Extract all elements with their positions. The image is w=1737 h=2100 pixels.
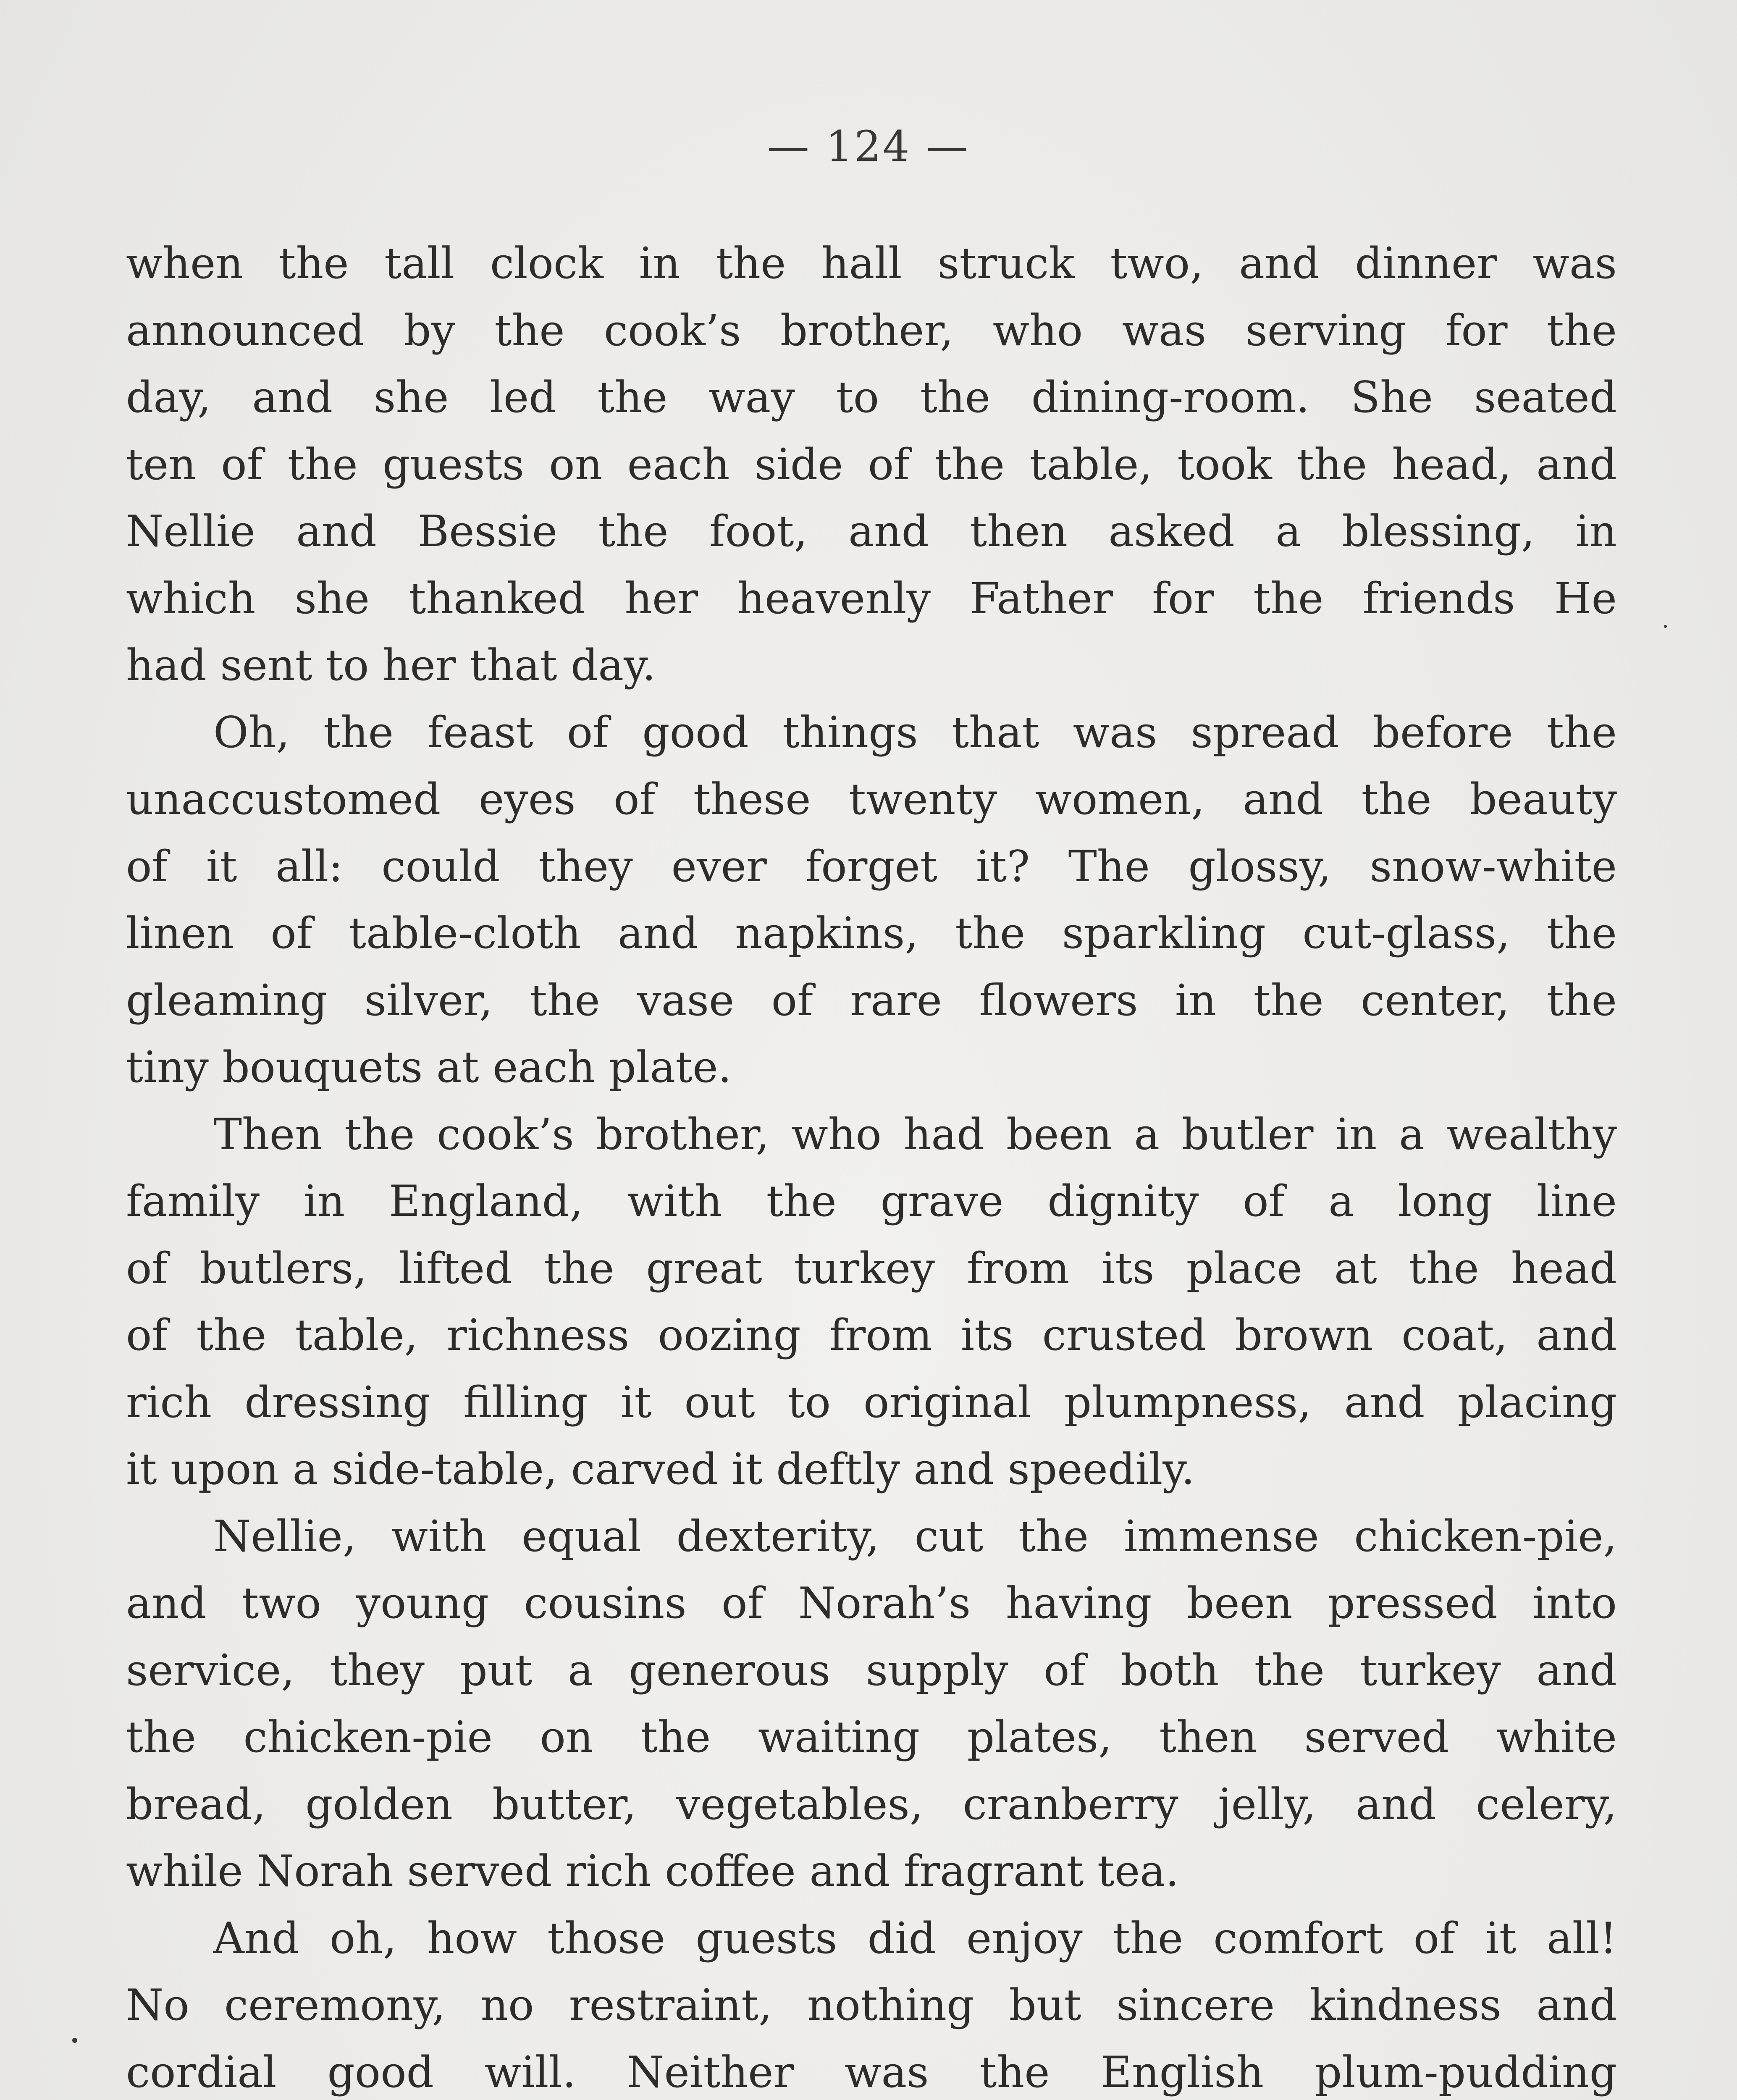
text-line: of butlers, lifted the great turkey from its place at the head — [126, 1243, 1617, 1294]
text-line: while Norah served rich coffee and fragrant tea. — [126, 1846, 1179, 1896]
text-line: bread, golden butter, vegetables, cranberry jelly, and celery, — [126, 1779, 1617, 1830]
text-line: and two young cousins of Norah’s having been pressed into — [126, 1578, 1617, 1628]
text-line: rich dressing filling it out to original plumpness, and placing — [126, 1377, 1617, 1428]
text-line: service, they put a generous supply of both the turkey and — [126, 1645, 1617, 1696]
text-line: when the tall clock in the hall struck two, and dinner was — [126, 239, 1617, 289]
text-line: No ceremony, no restraint, nothing but sincere kindness and — [126, 1980, 1617, 2030]
text-line: family in England, with the grave dignity of a long line — [126, 1176, 1617, 1226]
body-text — [126, 230, 1617, 2100]
text-line: Then the cook’s brother, who had been a butler in a wealthy — [213, 1109, 1617, 1160]
text-line: Nellie and Bessie the foot, and then asked a blessing, in — [126, 507, 1617, 556]
text-line: had sent to her that day. — [126, 640, 656, 690]
text-line: tiny bouquets at each plate. — [126, 1042, 732, 1092]
text-line: unaccustomed eyes of these twenty women, and the beauty — [126, 774, 1617, 824]
text-line: Nellie, with equal dexterity, cut the immense chicken-pie, — [213, 1511, 1617, 1562]
ink-speck — [72, 2038, 77, 2043]
text-line: And oh, how those guests did enjoy the comfort of it all! — [213, 1913, 1617, 1964]
text-line: Oh, the feast of good things that was spread before the — [213, 707, 1617, 758]
ink-speck — [1664, 625, 1667, 628]
text-line: which she thanked her heavenly Father for the friends He — [126, 573, 1617, 624]
page-number: — 124 — — [767, 122, 970, 171]
text-line: it upon a side-table, carved it deftly and speedily. — [126, 1444, 1195, 1494]
text-line: day, and she led the way to the dining-room. She seated — [126, 373, 1617, 423]
text-line: ten of the guests on each side of the table, took the head, and — [126, 439, 1617, 490]
text-line: the chicken-pie on the waiting plates, then served white — [126, 1712, 1617, 1762]
text-line: announced by the cook’s brother, who was serving for the — [126, 305, 1617, 356]
text-line: of it all: could they ever forget it? The glossy, snow-white — [126, 841, 1617, 892]
text-line: of the table, richness oozing from its crusted brown coat, and — [126, 1310, 1617, 1360]
text-line: cordial good will. Neither was the English plum-pudding — [126, 2047, 1617, 2097]
text-line: gleaming silver, the vase of rare flowers in the center, the — [126, 975, 1617, 1026]
text-line: linen of table-cloth and napkins, the sparkling cut-glass, the — [126, 908, 1617, 958]
